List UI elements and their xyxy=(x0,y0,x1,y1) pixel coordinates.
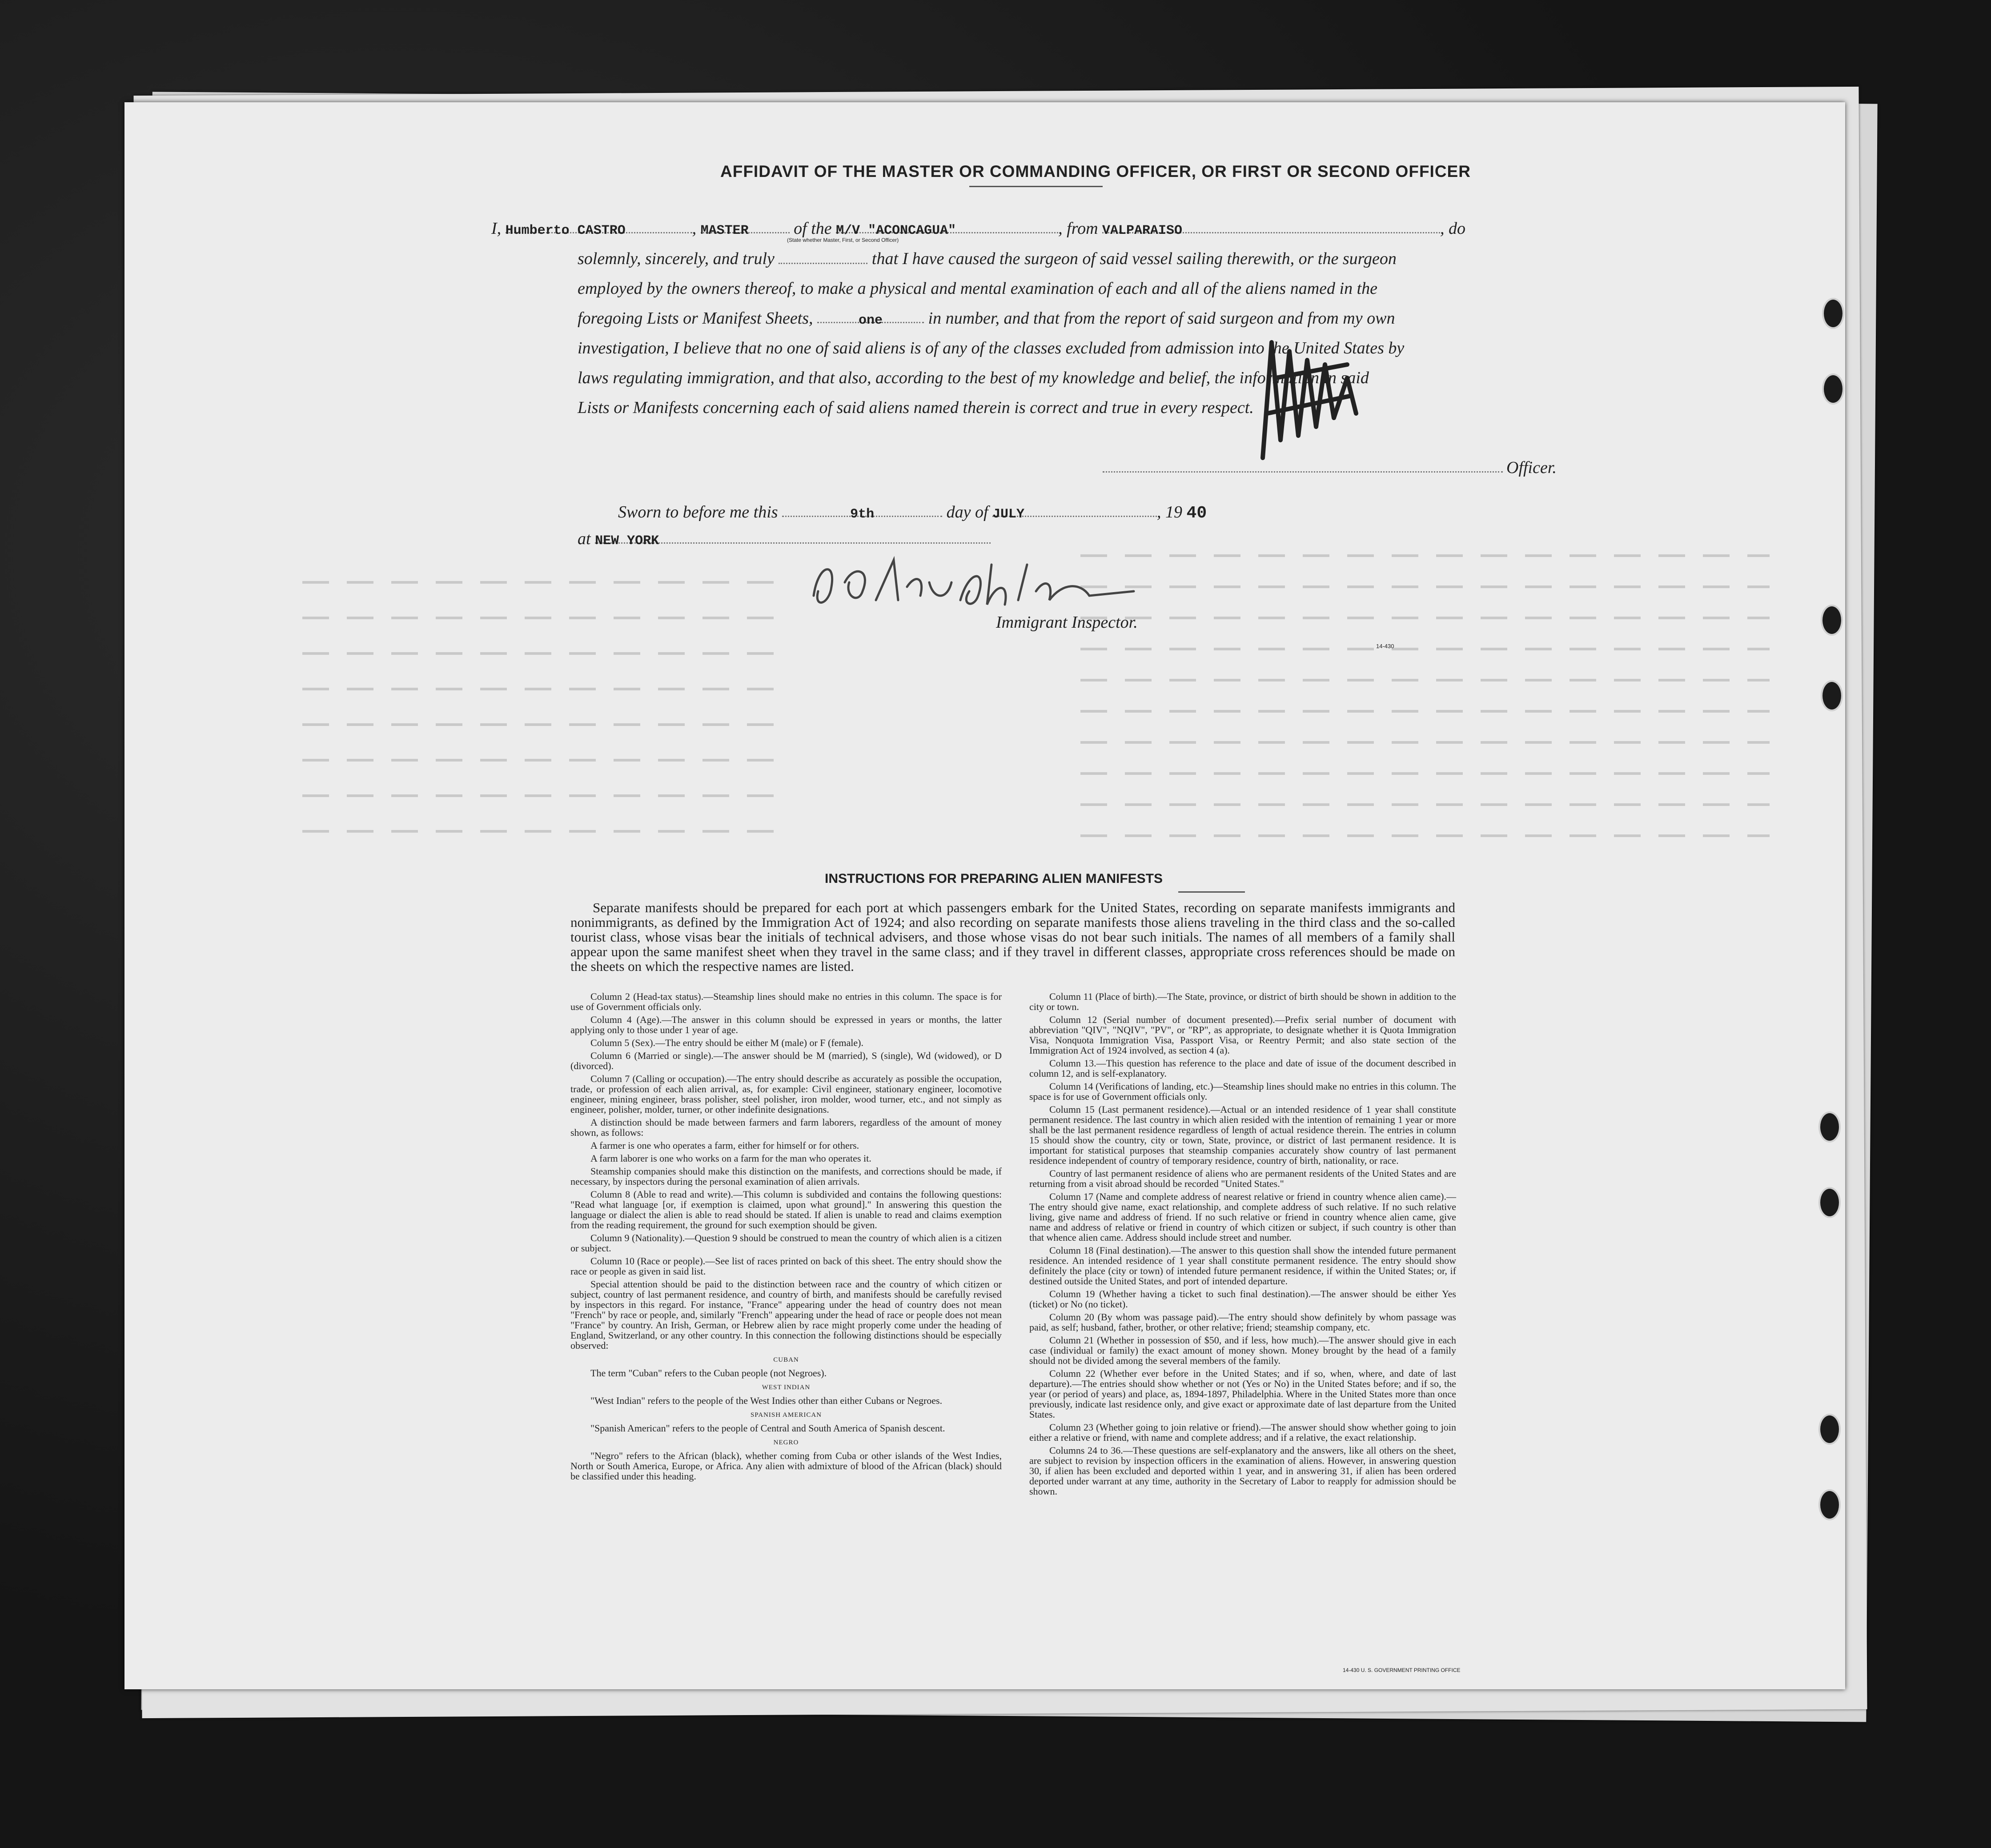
instruction-paragraph: The term "Cuban" refers to the Cuban people (not Negroes). xyxy=(590,1367,827,1379)
rank-field xyxy=(700,219,790,238)
manifest-page xyxy=(124,102,1845,1689)
instruction-paragraph: "Negro" refers to the African (black), whether coming from Cuba or other islands of the West Indies, North or South America, Europe, or Africa. Any alien with admixture of blood of the African (black) should be classified under this heading. xyxy=(570,1450,1002,1482)
instruction-paragraph: Column 20 (By whom was passage paid).—The entry should show definitely by whom passage was paid, as self; husband, father, brother, or other relative; friend; steamship company, etc. xyxy=(1029,1311,1456,1333)
place-field xyxy=(595,529,991,549)
instruction-paragraph: Column 9 (Nationality).—Question 9 should be construed to mean the country of which alien is a citizen or subject. xyxy=(570,1232,1002,1254)
of-the: of the xyxy=(794,219,832,238)
sheet-count-field xyxy=(817,309,924,328)
affidavit-text: in number, and that from the report of said surgeon and from my own xyxy=(928,309,1395,328)
affidavit-line-3: employed by the owners thereof, to make a physical and mental examination of each and all of the aliens named in the xyxy=(578,279,1377,298)
affidavit-line-6: laws regulating immigration, and that also, according to the best of my knowledge and belief, the information in said xyxy=(578,369,1369,387)
affidavit-text: foregoing Lists or Manifest Sheets, xyxy=(578,309,813,328)
section-head-negro: NEGRO xyxy=(773,1439,799,1446)
instruction-paragraph: Column 18 (Final destination).—The answer to this question shall show the intended future permanent residence. An intended residence of 1 year shall constitute permanent residence. The entry should show definitely the place (city or town) of intended future permanent residence, if within the United States; or, if destined outside the United States, and port of intended departure. xyxy=(1029,1245,1456,1287)
blank-field xyxy=(779,249,867,264)
sworn-year: 40 xyxy=(1186,504,1207,523)
instruction-paragraph: Column 21 (Whether in possession of $50, and if less, how much).—The answer should give in each case (individual or family) the exact amount of money shown. Money brought by the head of a family should not be divided among the several members of the family. xyxy=(1029,1335,1456,1366)
officer-label: Officer. xyxy=(1506,458,1557,477)
title-rule xyxy=(969,186,1103,187)
name-field xyxy=(505,219,692,238)
affidavit-text: that I have caused the surgeon of said vessel sailing therewith, or the surgeon xyxy=(871,249,1397,268)
instruction-paragraph: A distinction should be made between farmers and farm laborers, regardless of the amount of money shown, as follows: xyxy=(570,1117,1002,1138)
instruction-paragraph: Column 8 (Able to read and write).—This column is subdivided and contains the following questions: "Read what language [or, if exemption is claimed, upon what ground]." In answering this question the language or dialect the alien is able to read should be stated. If alien is unable to read and claims exemption from the reading requirement, the ground for such exemption should be given. xyxy=(570,1189,1002,1231)
affidavit-line-1 xyxy=(491,219,1465,238)
instruction-paragraph: Column 7 (Calling or occupation).—The entry should describe as accurately as possible the occupation, trade, or profession of each alien arrival, as, for example: Civil engineer, stationary engineer, locomotive engineer, mining engineer, brass polisher, steel polisher, iron molder, wood turner, etc., and not simply as engineer, polisher, molder, turner, or other indefinite designations. xyxy=(570,1073,1002,1115)
affidavit-i: I, xyxy=(491,219,502,238)
officer-signature-line xyxy=(1103,471,1503,473)
from-label: , from xyxy=(1058,219,1098,238)
instruction-paragraph: Country of last permanent residence of aliens who are permanent residents of the United States and are returning from a visit abroad should be recorded "United States." xyxy=(1029,1168,1456,1189)
instruction-paragraph: "Spanish American" refers to the people of Central and South America of Spanish descent. xyxy=(590,1423,945,1434)
form-code: 14-430 xyxy=(1376,643,1394,649)
instructions-right-column xyxy=(1029,991,1456,1499)
instruction-paragraph: A farmer is one who operates a farm, either for himself or for others. xyxy=(590,1140,859,1151)
title-rule xyxy=(1178,891,1245,893)
affidavit-title: AFFIDAVIT OF THE MASTER OR COMMANDING OFFICER, OR FIRST OR SECOND OFFICER xyxy=(720,162,1471,180)
master-name: Humberto CASTRO xyxy=(505,223,626,238)
inspector-signature xyxy=(805,547,1143,618)
instructions-title: INSTRUCTIONS FOR PREPARING ALIEN MANIFESTS xyxy=(825,871,1163,886)
instruction-paragraph: Column 2 (Head-tax status).—Steamship lines should make no entries in this column. The space is for use of Government officials only. xyxy=(570,991,1002,1012)
instructions-left-column xyxy=(570,991,1002,1484)
instruction-paragraph: "West Indian" refers to the people of the West Indies other than either Cubans or Negroes. xyxy=(590,1395,943,1406)
instruction-paragraph: Column 12 (Serial number of document presented).—Prefix serial number of document with abbreviation "QIV", "NQIV", "PV", or "RP", as appropriate, to designate whether it is Quota Immigration Visa, Nonquota Immigration Visa, Passport Visa, or Reentry Permit; and also state section of the Immigration Act of 1924 involved, as section 4 (a). xyxy=(1029,1014,1456,1056)
affidavit-text: solemnly, sincerely, and truly xyxy=(578,249,775,268)
instruction-paragraph: Column 6 (Married or single).—The answer should be M (married), S (single), Wd (widowed), or D (divorced). xyxy=(570,1050,1002,1071)
port-field xyxy=(1102,219,1440,238)
vessel-field xyxy=(836,219,1058,238)
place-line xyxy=(578,529,991,549)
instruction-paragraph: Column 17 (Name and complete address of nearest relative or friend in country whence alien came).—The entry should give name, exact relationship, and complete address of such relative. If no such relative living, give name and address of friend. If no such relative or friend in country whence alien came, give name and address of relative or friend in country of which citizen or subject, if such country is other than that whence alien came. Address should include street and number. xyxy=(1029,1191,1456,1243)
day-field xyxy=(782,502,942,522)
instruction-paragraph: Columns 24 to 36.—These questions are self-explanatory and the answers, like all others on the sheet, are subject to revision by inspection officers in the examination of aliens. However, in answering question 30, if alien has been excluded and deported within 1 year, and in answering 31, if alien has been ordered deported under warrant at any time, authority in the Secretary of Labor to reapply for admission should be shown. xyxy=(1029,1445,1456,1497)
instruction-paragraph: Steamship companies should make this distinction on the manifests, and corrections should be made, if necessary, by inspectors during the personal examination of alien arrivals. xyxy=(570,1166,1002,1187)
section-head-west-indian: WEST INDIAN xyxy=(762,1384,811,1391)
instruction-paragraph: A farm laborer is one who works on a farm for the man who operates it. xyxy=(590,1153,871,1164)
sworn-line xyxy=(618,502,1207,523)
place-value: NEW YORK xyxy=(595,533,659,549)
printing-office-footer: 14-430 U. S. GOVERNMENT PRINTING OFFICE xyxy=(1343,1667,1461,1673)
instruction-paragraph: Column 5 (Sex).—The entry should be either M (male) or F (female). xyxy=(590,1037,864,1048)
sheet-count: one xyxy=(859,313,883,328)
instruction-paragraph: Column 19 (Whether having a ticket to such final destination).—The answer should be either Yes (ticket) or No (no ticket). xyxy=(1029,1288,1456,1310)
instruction-paragraph: Special attention should be paid to the distinction between race and the country of which citizen or subject, country of last permanent residence, and country of birth, and manifests should be carefully revised by inspectors in this regard. For instance, "France" appearing under the head of country does not mean "French" by race or people, and, similarly "French" appearing under the head of race or people does not mean "France" by country. An Irish, German, or Hebrew alien by race might properly come under the heading of England, Switzerland, or any other country. In this connection the following distinctions should be especially observed: xyxy=(570,1279,1002,1351)
instruction-paragraph: Column 10 (Race or people).—See list of races printed on back of this sheet. The entry should show the race or people as given in said list. xyxy=(570,1255,1002,1277)
inspector-label: Immigrant Inspector. xyxy=(996,613,1138,632)
month-field xyxy=(992,502,1157,522)
at-label: at xyxy=(578,529,591,548)
port-name: VALPARAISO xyxy=(1102,223,1183,238)
do-label: , do xyxy=(1440,219,1466,238)
sworn-text: , 19 xyxy=(1157,503,1183,521)
section-head-cuban: CUBAN xyxy=(773,1356,799,1363)
instruction-paragraph: Column 4 (Age).—The answer in this column should be expressed in years or months, the latter applying only to those under 1 year of age. xyxy=(570,1014,1002,1035)
sworn-day: 9th xyxy=(850,507,875,522)
affidavit-line-5: investigation, I believe that no one of said aliens is of any of the classes excluded from admission into the United States by xyxy=(578,339,1405,357)
instruction-paragraph: Column 22 (Whether ever before in the United States; and if so, when, where, and date of last departure).—The entries should show whether or not (Yes or No) in the United States before; and if so, the year (or period of years) and place, as, 1894-1897, Philadelphia. Where in the United States more than once previously, indicate last residence only, and give exact or approximate date of last departure from the United States. xyxy=(1029,1368,1456,1420)
sworn-text: Sworn to before me this xyxy=(618,503,778,521)
sworn-text: day of xyxy=(946,503,988,521)
sworn-month: JULY xyxy=(992,507,1025,522)
instruction-paragraph: Column 14 (Verifications of landing, etc.)—Steamship lines should make no entries in this column. The space is for use of Government officials only. xyxy=(1029,1081,1456,1102)
rank-note: (State whether Master, First, or Second Officer) xyxy=(787,237,899,243)
affidavit-line-2 xyxy=(578,249,1397,269)
name-comma: , xyxy=(692,219,697,238)
instruction-paragraph: Column 23 (Whether going to join relative or friend).—The answer should show whether going to join either a relative or friend, with name and complete address; and if a relative, the exact relationship. xyxy=(1029,1422,1456,1443)
affidavit-line-7: Lists or Manifests concerning each of said aliens named therein is correct and true in every respect. xyxy=(578,398,1254,417)
officer-signature xyxy=(1245,325,1378,471)
rank-value: MASTER xyxy=(700,223,749,238)
section-head-spanish-american: SPANISH AMERICAN xyxy=(750,1411,822,1419)
instructions-intro: Separate manifests should be prepared for each port at which passengers embark for the United States, recording on separate manifests immigrants and nonimmigrants, as defined by the Immigration Act of 1924; and also recording on separate manifests those aliens traveling in the third class and the so-called tourist class, whose visas bear the initials of technical advisers, and those whose visas do not bear such initials. The names of all members of a family shall appear upon the same manifest sheet when they travel in the same class; and if they travel in different classes, appropriate cross references should be made on the sheets on which the respective names are listed. xyxy=(570,900,1455,974)
instruction-paragraph: Column 15 (Last permanent residence).—Actual or an intended residence of 1 year shall constitute permanent residence. The last country in which alien resided with the intention of remaining 1 year or more shall be the last permanent residence regardless of length of actual residence therein. The entries in column 15 should show the country, city or town, State, province, or district of last permanent residence. It is important for statistical purposes that steamship companies accurately show country of last permanent residence independent of country of temporary residence, country of birth, nationality, or race. xyxy=(1029,1104,1456,1166)
instruction-paragraph: Column 13.—This question has reference to the place and date of issue of the document described in column 12, and is self-explanatory. xyxy=(1029,1058,1456,1079)
instruction-paragraph: Column 11 (Place of birth).—The State, province, or district of birth should be shown in addition to the city or town. xyxy=(1029,991,1456,1012)
vessel-name: M/V "ACONCAGUA" xyxy=(836,223,956,238)
